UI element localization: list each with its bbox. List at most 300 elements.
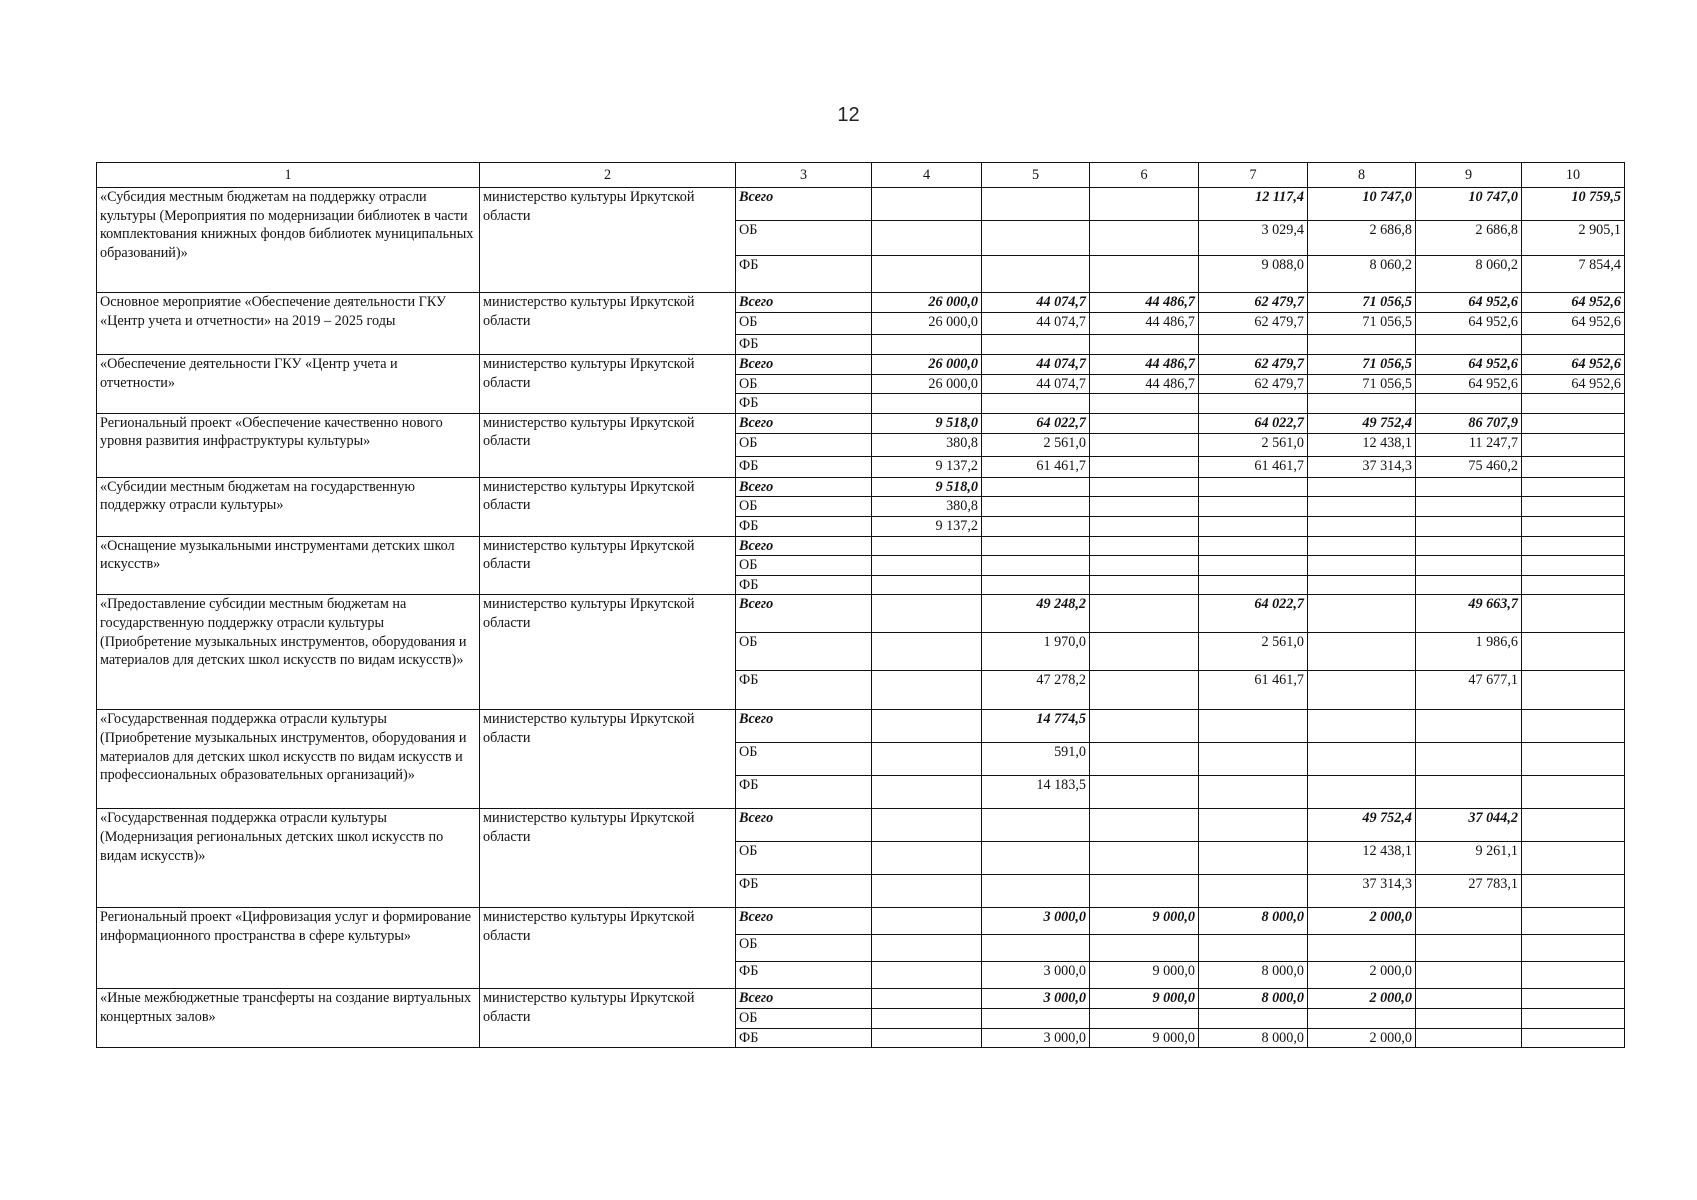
amount-cell <box>1199 935 1308 962</box>
amount-cell <box>1416 497 1522 517</box>
amount-cell <box>1522 1028 1625 1048</box>
amount-cell <box>1308 575 1416 595</box>
amount-cell <box>1090 595 1199 633</box>
amount-cell: 2 561,0 <box>1199 633 1308 671</box>
amount-cell: 2 000,0 <box>1308 989 1416 1009</box>
amount-cell <box>1416 989 1522 1009</box>
amount-cell: 64 952,6 <box>1416 293 1522 313</box>
amount-cell: 61 461,7 <box>982 456 1090 477</box>
amount-cell: 64 952,6 <box>1416 355 1522 375</box>
table-body <box>97 188 1625 1048</box>
amount-cell <box>1522 809 1625 842</box>
amount-cell: 8 060,2 <box>1416 256 1522 293</box>
table-row <box>97 355 1625 375</box>
funding-source: Всего <box>736 595 872 633</box>
amount-cell: 27 783,1 <box>1416 875 1522 908</box>
amount-cell <box>1090 842 1199 875</box>
amount-cell: 62 479,7 <box>1199 293 1308 313</box>
amount-cell <box>1090 497 1199 517</box>
amount-cell <box>1090 477 1199 497</box>
amount-cell <box>1522 516 1625 536</box>
amount-cell: 8 000,0 <box>1199 989 1308 1009</box>
responsible-organization: министерство культуры Иркутской области <box>480 188 736 293</box>
amount-cell: 44 486,7 <box>1090 374 1199 394</box>
amount-cell <box>1416 743 1522 776</box>
amount-cell <box>1416 710 1522 743</box>
amount-cell: 44 074,7 <box>982 313 1090 335</box>
amount-cell <box>1308 1008 1416 1028</box>
activity-name: «Государственная поддержка отрасли культуры (Модернизация региональных детских школ искусств по видам искусств)» <box>97 809 480 908</box>
funding-source: ФБ <box>736 394 872 414</box>
amount-cell <box>1308 935 1416 962</box>
amount-cell <box>1199 556 1308 576</box>
amount-cell <box>1416 477 1522 497</box>
funding-source: Всего <box>736 710 872 743</box>
amount-cell <box>1199 516 1308 536</box>
amount-cell: 64 952,6 <box>1522 293 1625 313</box>
amount-cell: 9 000,0 <box>1090 989 1199 1009</box>
amount-cell <box>872 633 982 671</box>
amount-cell <box>1090 188 1199 221</box>
amount-cell: 11 247,7 <box>1416 433 1522 456</box>
amount-cell <box>1199 497 1308 517</box>
funding-source: ОБ <box>736 1008 872 1028</box>
funding-source: ОБ <box>736 743 872 776</box>
amount-cell: 380,8 <box>872 433 982 456</box>
amount-cell <box>1308 536 1416 556</box>
column-number: 6 <box>1090 163 1199 188</box>
activity-name: Региональный проект «Обеспечение качественно нового уровня развития инфраструктуры культуры» <box>97 413 480 477</box>
amount-cell: 380,8 <box>872 497 982 517</box>
amount-cell: 49 248,2 <box>982 595 1090 633</box>
amount-cell <box>1090 935 1199 962</box>
column-number: 7 <box>1199 163 1308 188</box>
amount-cell <box>872 776 982 809</box>
amount-cell: 8 000,0 <box>1199 908 1308 935</box>
amount-cell <box>1199 710 1308 743</box>
amount-cell: 44 074,7 <box>982 355 1090 375</box>
amount-cell <box>872 935 982 962</box>
funding-source: ФБ <box>736 256 872 293</box>
amount-cell <box>1090 335 1199 355</box>
amount-cell <box>1522 413 1625 433</box>
amount-cell: 3 000,0 <box>982 989 1090 1009</box>
column-number: 4 <box>872 163 982 188</box>
table-row <box>97 536 1625 556</box>
amount-cell <box>1522 875 1625 908</box>
amount-cell: 9 137,2 <box>872 516 982 536</box>
amount-cell: 9 518,0 <box>872 477 982 497</box>
amount-cell <box>872 875 982 908</box>
responsible-organization: министерство культуры Иркутской области <box>480 355 736 414</box>
amount-cell: 44 074,7 <box>982 293 1090 313</box>
amount-cell <box>872 743 982 776</box>
amount-cell: 2 561,0 <box>982 433 1090 456</box>
amount-cell: 62 479,7 <box>1199 374 1308 394</box>
amount-cell: 3 000,0 <box>982 908 1090 935</box>
amount-cell <box>1308 335 1416 355</box>
amount-cell: 44 486,7 <box>1090 355 1199 375</box>
amount-cell <box>1090 413 1199 433</box>
amount-cell: 64 952,6 <box>1416 374 1522 394</box>
amount-cell: 49 752,4 <box>1308 413 1416 433</box>
amount-cell <box>872 595 982 633</box>
amount-cell: 2 000,0 <box>1308 1028 1416 1048</box>
amount-cell: 8 000,0 <box>1199 962 1308 989</box>
activity-name: Основное мероприятие «Обеспечение деятельности ГКУ «Центр учета и отчетности» на 2019 – 2025 годы <box>97 293 480 355</box>
funding-source: ОБ <box>736 842 872 875</box>
table-row <box>97 413 1625 433</box>
amount-cell <box>872 989 982 1009</box>
table-row <box>97 188 1625 221</box>
activity-name: «Иные межбюджетные трансферты на создание виртуальных концертных залов» <box>97 989 480 1048</box>
amount-cell <box>1522 908 1625 935</box>
amount-cell <box>1090 776 1199 809</box>
amount-cell: 62 479,7 <box>1199 355 1308 375</box>
funding-source: ОБ <box>736 556 872 576</box>
amount-cell <box>1199 809 1308 842</box>
amount-cell: 26 000,0 <box>872 374 982 394</box>
amount-cell <box>1199 536 1308 556</box>
amount-cell <box>1090 1008 1199 1028</box>
amount-cell: 3 000,0 <box>982 962 1090 989</box>
responsible-organization: министерство культуры Иркутской области <box>480 595 736 710</box>
amount-cell: 71 056,5 <box>1308 293 1416 313</box>
budget-table <box>96 162 1625 1048</box>
amount-cell: 64 952,6 <box>1522 374 1625 394</box>
funding-source: ОБ <box>736 433 872 456</box>
amount-cell <box>872 536 982 556</box>
amount-cell: 37 314,3 <box>1308 456 1416 477</box>
amount-cell <box>872 908 982 935</box>
responsible-organization: министерство культуры Иркутской области <box>480 536 736 595</box>
responsible-organization: министерство культуры Иркутской области <box>480 908 736 989</box>
funding-source: Всего <box>736 809 872 842</box>
amount-cell <box>1522 575 1625 595</box>
amount-cell <box>1308 595 1416 633</box>
amount-cell <box>982 575 1090 595</box>
amount-cell <box>872 188 982 221</box>
funding-source: ОБ <box>736 221 872 256</box>
amount-cell: 71 056,5 <box>1308 374 1416 394</box>
amount-cell: 9 518,0 <box>872 413 982 433</box>
amount-cell: 37 314,3 <box>1308 875 1416 908</box>
amount-cell <box>1199 842 1308 875</box>
amount-cell <box>1522 1008 1625 1028</box>
funding-source: Всего <box>736 355 872 375</box>
column-number: 2 <box>480 163 736 188</box>
amount-cell: 14 183,5 <box>982 776 1090 809</box>
funding-source: ФБ <box>736 575 872 595</box>
amount-cell <box>982 935 1090 962</box>
amount-cell: 64 022,7 <box>982 413 1090 433</box>
amount-cell: 61 461,7 <box>1199 671 1308 710</box>
amount-cell <box>1090 743 1199 776</box>
funding-source: ОБ <box>736 935 872 962</box>
amount-cell: 9 000,0 <box>1090 908 1199 935</box>
funding-source: ФБ <box>736 875 872 908</box>
amount-cell <box>1308 477 1416 497</box>
amount-cell: 1 986,6 <box>1416 633 1522 671</box>
amount-cell <box>982 335 1090 355</box>
amount-cell: 12 438,1 <box>1308 433 1416 456</box>
column-number-row <box>97 163 1625 188</box>
responsible-organization: министерство культуры Иркутской области <box>480 710 736 809</box>
amount-cell <box>982 394 1090 414</box>
responsible-organization: министерство культуры Иркутской области <box>480 477 736 536</box>
amount-cell: 64 022,7 <box>1199 595 1308 633</box>
amount-cell: 9 137,2 <box>872 456 982 477</box>
amount-cell <box>982 842 1090 875</box>
amount-cell <box>1522 842 1625 875</box>
table-row <box>97 908 1625 935</box>
amount-cell: 14 774,5 <box>982 710 1090 743</box>
amount-cell: 44 486,7 <box>1090 293 1199 313</box>
table-row <box>97 809 1625 842</box>
responsible-organization: министерство культуры Иркутской области <box>480 413 736 477</box>
amount-cell: 44 486,7 <box>1090 313 1199 335</box>
amount-cell <box>982 188 1090 221</box>
amount-cell <box>1416 575 1522 595</box>
amount-cell: 8 060,2 <box>1308 256 1416 293</box>
amount-cell: 10 759,5 <box>1522 188 1625 221</box>
funding-source: ФБ <box>736 516 872 536</box>
column-number: 3 <box>736 163 872 188</box>
funding-source: ФБ <box>736 776 872 809</box>
amount-cell <box>1199 335 1308 355</box>
page-number: 12 <box>837 104 860 126</box>
funding-source: Всего <box>736 908 872 935</box>
amount-cell <box>872 335 982 355</box>
amount-cell: 47 677,1 <box>1416 671 1522 710</box>
funding-source: Всего <box>736 989 872 1009</box>
amount-cell <box>1416 536 1522 556</box>
amount-cell <box>1199 776 1308 809</box>
amount-cell <box>1090 221 1199 256</box>
amount-cell <box>1416 776 1522 809</box>
amount-cell <box>1199 875 1308 908</box>
amount-cell <box>1090 433 1199 456</box>
amount-cell <box>982 256 1090 293</box>
amount-cell: 10 747,0 <box>1416 188 1522 221</box>
funding-source: ОБ <box>736 497 872 517</box>
funding-source: ОБ <box>736 633 872 671</box>
amount-cell <box>1090 516 1199 536</box>
amount-cell: 3 000,0 <box>982 1028 1090 1048</box>
funding-source: ОБ <box>736 313 872 335</box>
amount-cell <box>1090 556 1199 576</box>
amount-cell <box>1522 595 1625 633</box>
amount-cell <box>1090 875 1199 908</box>
amount-cell <box>1199 394 1308 414</box>
amount-cell <box>1308 710 1416 743</box>
amount-cell: 44 074,7 <box>982 374 1090 394</box>
amount-cell <box>872 394 982 414</box>
amount-cell <box>1308 776 1416 809</box>
column-number: 8 <box>1308 163 1416 188</box>
amount-cell <box>872 556 982 576</box>
amount-cell <box>1308 497 1416 517</box>
activity-name: «Государственная поддержка отрасли культуры (Приобретение музыкальных инструментов, оборудования и материалов для детских школ искусств по видам искусств и профессиональных образовательных организаций)» <box>97 710 480 809</box>
amount-cell: 2 905,1 <box>1522 221 1625 256</box>
amount-cell: 9 000,0 <box>1090 1028 1199 1048</box>
amount-cell <box>1416 908 1522 935</box>
amount-cell: 12 438,1 <box>1308 842 1416 875</box>
amount-cell <box>1416 1008 1522 1028</box>
amount-cell <box>1199 1008 1308 1028</box>
amount-cell: 75 460,2 <box>1416 456 1522 477</box>
amount-cell <box>1522 497 1625 517</box>
amount-cell <box>1090 809 1199 842</box>
amount-cell: 8 000,0 <box>1199 1028 1308 1048</box>
amount-cell <box>982 875 1090 908</box>
amount-cell <box>1090 256 1199 293</box>
amount-cell <box>1522 556 1625 576</box>
amount-cell <box>872 1028 982 1048</box>
funding-source: Всего <box>736 477 872 497</box>
amount-cell <box>982 477 1090 497</box>
amount-cell <box>1522 671 1625 710</box>
amount-cell: 86 707,9 <box>1416 413 1522 433</box>
amount-cell: 9 261,1 <box>1416 842 1522 875</box>
column-number: 9 <box>1416 163 1522 188</box>
column-number: 10 <box>1522 163 1625 188</box>
amount-cell: 47 278,2 <box>982 671 1090 710</box>
funding-source: Всего <box>736 293 872 313</box>
funding-source: Всего <box>736 536 872 556</box>
amount-cell <box>1522 935 1625 962</box>
activity-name: Региональный проект «Цифровизация услуг и формирование информационного пространства в сфере культуры» <box>97 908 480 989</box>
amount-cell: 2 561,0 <box>1199 433 1308 456</box>
funding-source: ФБ <box>736 962 872 989</box>
amount-cell <box>982 1008 1090 1028</box>
amount-cell <box>1416 335 1522 355</box>
activity-name: «Субсидия местным бюджетам на поддержку отрасли культуры (Мероприятия по модернизации библиотек в части комплектования книжных фондов библиотек муниципальных образований)» <box>97 188 480 293</box>
amount-cell <box>872 221 982 256</box>
amount-cell: 9 088,0 <box>1199 256 1308 293</box>
amount-cell <box>1522 989 1625 1009</box>
amount-cell <box>1199 477 1308 497</box>
amount-cell <box>982 536 1090 556</box>
amount-cell <box>982 556 1090 576</box>
table-row <box>97 293 1625 313</box>
amount-cell <box>1308 633 1416 671</box>
amount-cell: 64 952,6 <box>1416 313 1522 335</box>
amount-cell <box>1090 536 1199 556</box>
amount-cell <box>872 575 982 595</box>
amount-cell <box>1416 516 1522 536</box>
activity-name: «Предоставление субсидии местным бюджетам на государственную поддержку отрасли культуры (Приобретение музыкальных инструментов, оборудования и материалов для детских школ искусств по видам искусств)» <box>97 595 480 710</box>
amount-cell <box>1090 575 1199 595</box>
funding-source: Всего <box>736 413 872 433</box>
amount-cell <box>1199 575 1308 595</box>
amount-cell: 9 000,0 <box>1090 962 1199 989</box>
amount-cell: 2 686,8 <box>1416 221 1522 256</box>
amount-cell <box>982 516 1090 536</box>
amount-cell <box>872 1008 982 1028</box>
amount-cell <box>1308 516 1416 536</box>
amount-cell <box>1522 536 1625 556</box>
table-row <box>97 477 1625 497</box>
amount-cell <box>1522 394 1625 414</box>
amount-cell <box>1090 456 1199 477</box>
amount-cell: 62 479,7 <box>1199 313 1308 335</box>
amount-cell <box>872 842 982 875</box>
amount-cell <box>1522 743 1625 776</box>
funding-source: ОБ <box>736 374 872 394</box>
funding-source: ФБ <box>736 335 872 355</box>
amount-cell: 2 000,0 <box>1308 962 1416 989</box>
amount-cell <box>1522 456 1625 477</box>
table-row <box>97 989 1625 1009</box>
activity-name: «Субсидии местным бюджетам на государственную поддержку отрасли культуры» <box>97 477 480 536</box>
amount-cell <box>982 221 1090 256</box>
amount-cell <box>872 809 982 842</box>
responsible-organization: министерство культуры Иркутской области <box>480 989 736 1048</box>
amount-cell <box>982 809 1090 842</box>
table-row <box>97 595 1625 633</box>
amount-cell: 591,0 <box>982 743 1090 776</box>
amount-cell: 64 952,6 <box>1522 355 1625 375</box>
amount-cell: 12 117,4 <box>1199 188 1308 221</box>
table-row <box>97 710 1625 743</box>
activity-name: «Оснащение музыкальными инструментами детских школ искусств» <box>97 536 480 595</box>
amount-cell <box>1090 394 1199 414</box>
amount-cell: 10 747,0 <box>1308 188 1416 221</box>
amount-cell <box>872 710 982 743</box>
amount-cell <box>1090 671 1199 710</box>
column-number: 1 <box>97 163 480 188</box>
amount-cell: 2 000,0 <box>1308 908 1416 935</box>
activity-name: «Обеспечение деятельности ГКУ «Центр учета и отчетности» <box>97 355 480 414</box>
amount-cell <box>1416 935 1522 962</box>
amount-cell <box>982 497 1090 517</box>
amount-cell: 1 970,0 <box>982 633 1090 671</box>
amount-cell <box>1308 556 1416 576</box>
funding-source: ФБ <box>736 456 872 477</box>
amount-cell: 26 000,0 <box>872 355 982 375</box>
amount-cell <box>1308 743 1416 776</box>
amount-cell: 71 056,5 <box>1308 313 1416 335</box>
amount-cell <box>1090 710 1199 743</box>
amount-cell: 37 044,2 <box>1416 809 1522 842</box>
amount-cell <box>1522 962 1625 989</box>
amount-cell: 7 854,4 <box>1522 256 1625 293</box>
funding-source: ФБ <box>736 1028 872 1048</box>
amount-cell <box>1416 1028 1522 1048</box>
amount-cell: 64 022,7 <box>1199 413 1308 433</box>
amount-cell: 49 663,7 <box>1416 595 1522 633</box>
amount-cell <box>1522 776 1625 809</box>
amount-cell: 49 752,4 <box>1308 809 1416 842</box>
amount-cell: 64 952,6 <box>1522 313 1625 335</box>
amount-cell <box>1308 671 1416 710</box>
column-number: 5 <box>982 163 1090 188</box>
amount-cell <box>1522 633 1625 671</box>
funding-source: Всего <box>736 188 872 221</box>
amount-cell <box>1416 394 1522 414</box>
amount-cell <box>1522 433 1625 456</box>
amount-cell <box>872 671 982 710</box>
amount-cell <box>872 962 982 989</box>
amount-cell <box>1416 556 1522 576</box>
amount-cell <box>1416 962 1522 989</box>
amount-cell: 71 056,5 <box>1308 355 1416 375</box>
amount-cell <box>1308 394 1416 414</box>
amount-cell <box>1522 335 1625 355</box>
amount-cell <box>1522 710 1625 743</box>
amount-cell <box>1090 633 1199 671</box>
